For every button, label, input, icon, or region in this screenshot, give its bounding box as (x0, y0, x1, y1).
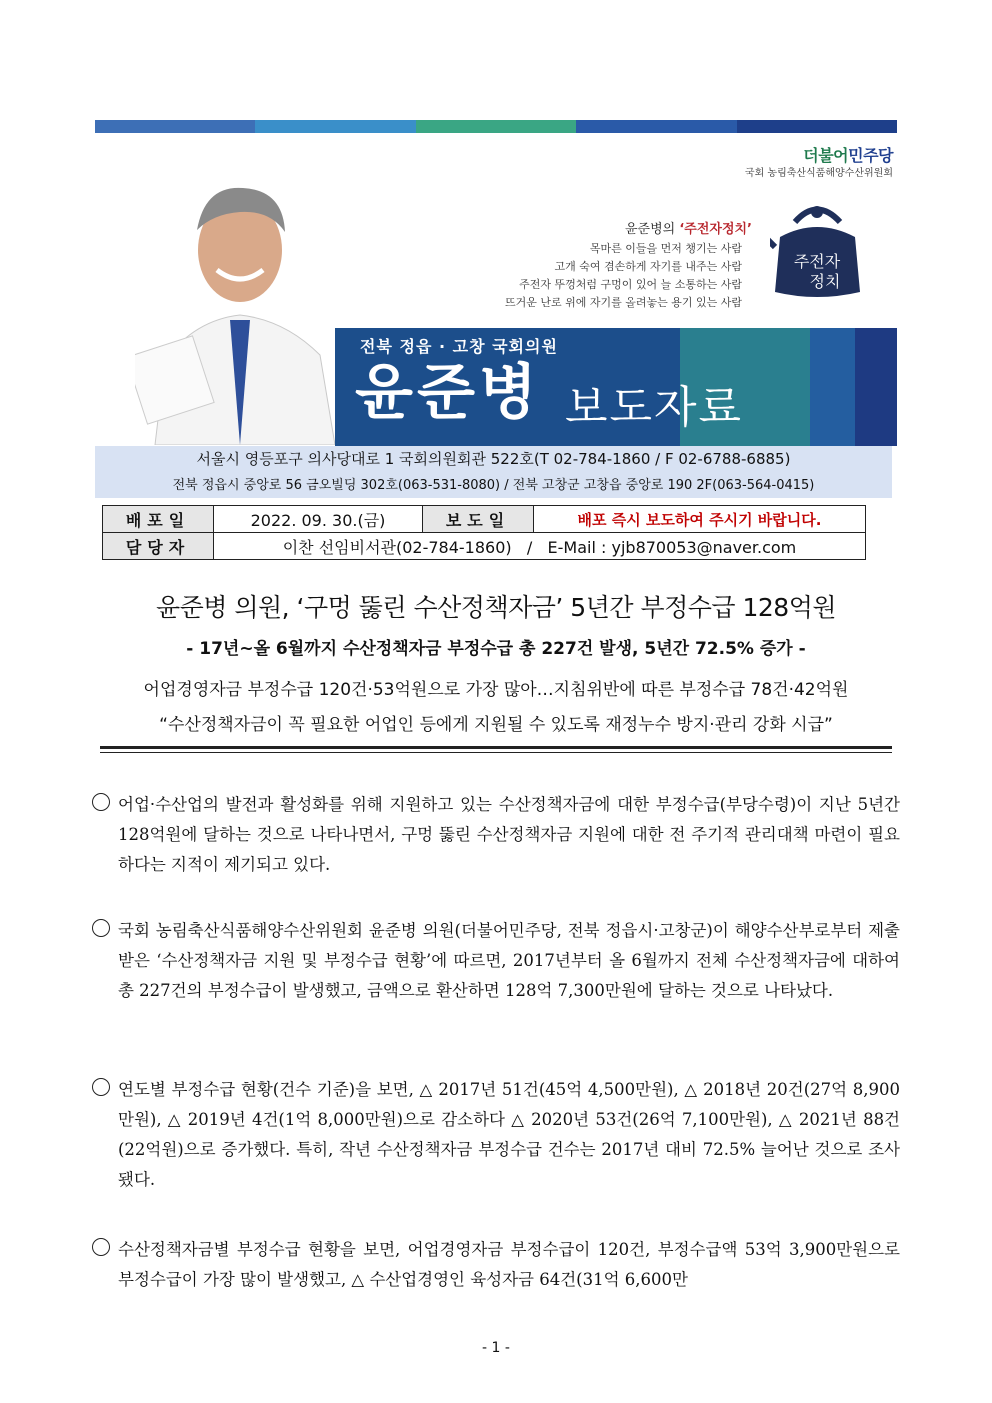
slogan-title (625, 218, 752, 237)
embargo-value: 배포 즉시 보도하여 주시기 바랍니다. (534, 506, 866, 533)
color-bar-segment (737, 120, 897, 133)
headline: 윤준병 의원, ‘구멍 뚫린 수산정책자금’ 5년간 부정수급 128억원 (155, 593, 837, 622)
color-bar-segment (416, 120, 576, 133)
contact-value: 이찬 선임비서관(02-784-1860) / E-Mail : yjb870053@naver.com (214, 533, 866, 560)
release-info-table (102, 505, 866, 560)
paragraph-text: 국회 농림축산식품해양수산위원회 윤준병 의원(더불어민주당, 전북 정읍시·고창군)이 해양수산부로부터 제출받은 ‘수산정책자금 지원 및 부정수급 현황’에 따르면, 2017년부터 올 6월까지 전체 수산정책자금에 대하여 총 227건의 부정수급이 발생했고, 금액으로 환산하면 128억 7,300만원에 달하는 것으로 나타났다. (118, 921, 900, 1000)
slogan-line: 주전자 뚜껑처럼 구멍이 있어 늘 소통하는 사람 (519, 278, 742, 291)
table-row (103, 506, 866, 533)
table-row (103, 533, 866, 560)
kettle-text-1: 주전자 (793, 252, 841, 271)
embargo-label: 보도일 (423, 506, 534, 533)
slogan-line: 뜨거운 난로 위에 자기를 올려놓는 용기 있는 사람 (505, 296, 742, 309)
slogan-line: 목마른 이들을 먼저 챙기는 사람 (589, 242, 742, 255)
paragraph-text: 수산정책자금별 부정수급 현황을 보면, 어업경영자금 부정수급이 120건, 부정수급액 53억 3,900만원으로 부정수급이 가장 많이 발생했고, △ 수산업경영인 육성자금 64건(31억 6,600만 (118, 1240, 900, 1289)
slogan-prefix: 윤준병의 (624, 222, 680, 237)
header-color-bar (95, 120, 897, 133)
address-local: 전북 정읍시 중앙로 56 금오빌딩 302호(063-531-8080) / 전북 고창군 고창읍 중앙로 190 2F(063-564-0415) (172, 478, 815, 493)
divider (100, 746, 892, 749)
banner-press-label: 보도자료 (565, 382, 744, 433)
body-paragraph (92, 790, 900, 880)
paragraph-text: 어업·수산업의 발전과 활성화를 위해 지원하고 있는 수산정책자금에 대한 부정수급(부당수령)이 지난 5년간 128억원에 달하는 것으로 나타나면서, 구멍 뚫린 수산정책자금 지원에 대한 전 주기적 관리대책 마련이 필요하다는 지적이 제기되고 있다. (118, 795, 900, 874)
kettle-text-2: 정치 (809, 272, 841, 291)
banner-stripe (855, 328, 897, 446)
paragraph-text: 연도별 부정수급 현황(건수 기준)을 보면, △ 2017년 51건(45억 4,500만원), △ 2018년 20건(27억 8,900만원), △ 2019년 4건(1억 8,000만원)으로 감소하다 △ 2020년 53건(26억 7,100만원), △ 2021년 88건(22억원)으로 증가했다. 특히, 작년 수산정책자금 부정수급 건수는 2017년 대비 72.5% 늘어난 것으로 조사됐다. (118, 1080, 900, 1189)
committee-name: 국회 농림축산식품해양수산위원회 (744, 168, 893, 179)
party-logo-blue: 민주당 (848, 146, 893, 165)
banner-subtitle: 전북 정읍 · 고창 국회의원 (360, 337, 558, 356)
contact-label: 담당자 (103, 533, 214, 560)
banner-name: 윤준병 (355, 358, 541, 428)
color-bar-segment (576, 120, 736, 133)
body-paragraph (92, 1235, 900, 1295)
date-value: 2022. 09. 30.(금) (214, 506, 423, 533)
party-logo-green: 더불어 (803, 146, 849, 165)
color-bar-segment (95, 120, 255, 133)
slogan-line: 고개 숙여 겸손하게 자기를 내주는 사람 (554, 260, 742, 273)
date-label: 배포일 (103, 506, 214, 533)
banner-stripe (810, 328, 855, 446)
party-logo (803, 143, 893, 166)
page-number: - 1 - (482, 1340, 510, 1356)
circle-bullet-icon (92, 793, 110, 811)
circle-bullet-icon (92, 919, 110, 937)
circle-bullet-icon (92, 1238, 110, 1256)
subheadline: - 17년~올 6월까지 수산정책자금 부정수급 총 227건 발생, 5년간 72.5% 증가 - (186, 639, 806, 659)
body-paragraph (92, 916, 900, 1006)
subheadline: “수산정책자금이 꼭 필요한 어업인 등에게 지원될 수 있도록 재정누수 방지·관리 강화 시급” (159, 715, 833, 735)
kettle-icon (770, 192, 865, 302)
divider (100, 752, 892, 753)
address-seoul: 서울시 영등포구 의사당대로 1 국회의원회관 522호(T 02-784-1860 / F 02-6788-6885) (196, 450, 791, 468)
circle-bullet-icon (92, 1078, 110, 1096)
slogan-name: ‘주전자정치’ (679, 222, 752, 237)
subheadline: 어업경영자금 부정수급 120건·53억원으로 가장 많아…지침위반에 따른 부정수급 78건·42억원 (143, 680, 849, 700)
politician-photo (135, 170, 345, 445)
color-bar-segment (255, 120, 415, 133)
body-paragraph (92, 1075, 900, 1195)
